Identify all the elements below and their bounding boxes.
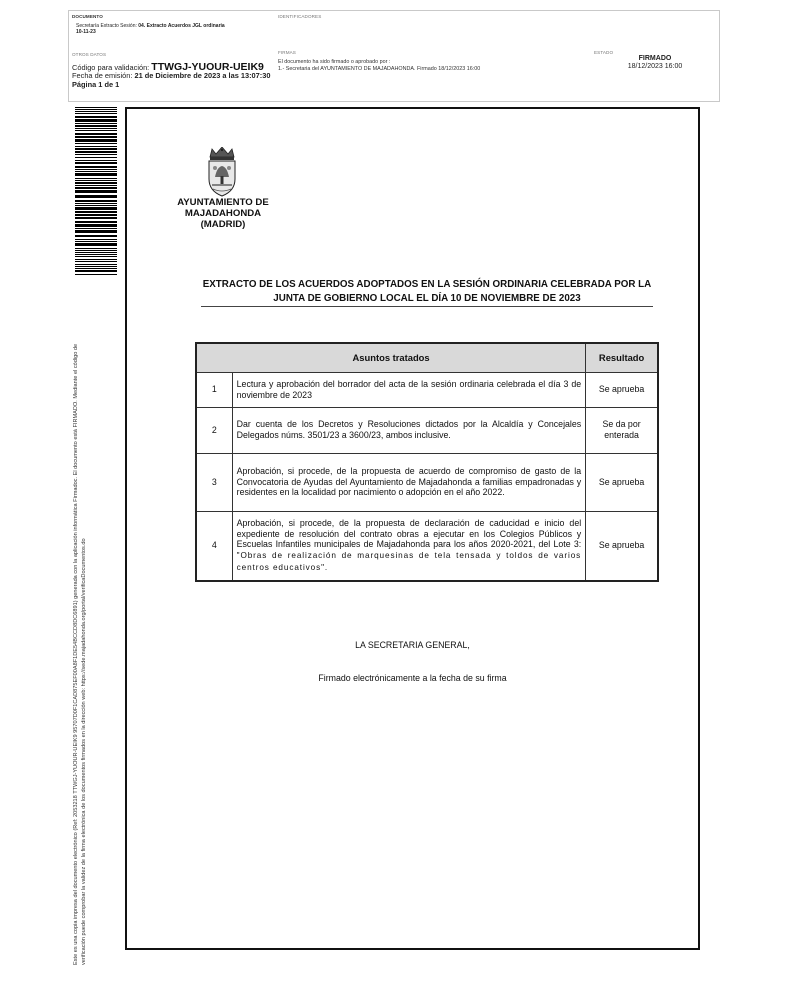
row-result: Se aprueba <box>586 453 658 511</box>
barcode-bar <box>75 235 117 237</box>
barcode-bar <box>75 190 117 193</box>
barcode-bar <box>75 217 117 219</box>
barcode-bar <box>75 185 117 186</box>
header-asuntos: Asuntos tratados <box>196 343 586 372</box>
barcode-bar <box>75 211 117 213</box>
estado-label: ESTADO <box>594 50 614 55</box>
barcode-bar <box>75 123 117 124</box>
row-number: 1 <box>196 372 232 407</box>
barcode-bar <box>75 130 117 131</box>
row-number: 3 <box>196 453 232 511</box>
barcode-bar <box>75 113 117 114</box>
identificadores-label: IDENTIFICADORES <box>278 14 322 19</box>
barcode-bar <box>75 264 117 265</box>
barcode-bar <box>75 178 117 179</box>
identificadores-cell <box>275 11 719 45</box>
documento-label: DOCUMENTO <box>72 14 103 19</box>
barcode-bar <box>75 154 117 155</box>
barcode-bar <box>75 125 117 127</box>
barcode-bar <box>75 119 117 122</box>
side-verification-text <box>72 295 88 965</box>
table-row <box>196 453 658 511</box>
barcode-bar <box>75 157 117 158</box>
barcode-bar <box>75 243 117 246</box>
row-description: Dar cuenta de los Decretos y Resoluciones dictados por la Alcaldía y Concejales Delegados núms. 3501/23 a 3600/23, ambos inclusive. <box>232 407 586 453</box>
row-result: Se aprueba <box>586 372 658 407</box>
estado-cell <box>591 45 719 101</box>
barcode-bar <box>75 180 117 181</box>
table-header-row <box>196 343 658 372</box>
row-number: 4 <box>196 511 232 581</box>
barcode-bar <box>75 254 117 255</box>
barcode-bar <box>75 116 117 118</box>
barcode-bar <box>75 268 117 269</box>
row-description: Aprobación, si procede, de la propuesta de acuerdo de compromiso de gasto de la Convocatoria de Ayudas del Ayuntamiento de Majadahonda a familias empadronadas y residentes en la localidad por nacimiento o adopción en el año 2022. <box>232 453 586 511</box>
row-description: Lectura y aprobación del borrador del acta de la sesión ordinaria celebrada el día 3 de noviembre de 2023 <box>232 372 586 407</box>
row-result: Se aprueba <box>586 511 658 581</box>
document-header <box>68 10 720 102</box>
barcode-bar <box>75 274 117 275</box>
firmas-cell <box>275 45 591 101</box>
barcode-bar <box>75 228 117 229</box>
agenda-table <box>195 342 659 582</box>
barcode-bar <box>75 133 117 135</box>
barcode-bar <box>75 139 117 142</box>
barcode-bar <box>75 214 117 216</box>
barcode-bar <box>75 160 117 161</box>
barcode-bar <box>75 259 117 260</box>
barcode-bar <box>75 241 117 242</box>
pagina-indicator: Página 1 de 1 <box>72 79 120 89</box>
barcode-bar <box>75 221 117 223</box>
document-page <box>125 107 700 950</box>
barcode-bar <box>75 173 117 176</box>
table-row <box>196 511 658 581</box>
codigo-value[interactable]: TTWGJ-YUOUR-UEIK9 <box>151 61 264 73</box>
documento-value-date: 10-11-23 <box>76 29 96 35</box>
estado-value: FIRMADO <box>638 55 672 62</box>
table-row <box>196 407 658 453</box>
codigo-validacion: Código para validación: TTWGJ-YUOUR-UEIK9 <box>72 61 264 73</box>
row-description: Aprobación, si procede, de la propuesta de declaración de caducidad e inicio del expediente de resolución del contrato obras a ejecutar en los Colegios Públicos y Escuelas Infantiles municipales de Majadahonda para los años 2020-2021, del Lote 3: "Obras de realización de marquesinas de tela tensada y toldos de varios centros educativos". <box>232 511 586 581</box>
coat-of-arms-icon <box>201 147 243 197</box>
barcode-bar <box>75 224 117 227</box>
barcode-bar <box>75 205 117 206</box>
signature-note: Firmado electrónicamente a la fecha de su firma <box>318 673 507 683</box>
firmas-line-2: 1.- Secretaria del AYUNTAMIENTO DE MAJADAHONDA. Firmado 18/12/2023 16:00 <box>278 66 481 72</box>
header-resultado: Resultado <box>586 343 658 372</box>
barcode-bar <box>75 169 117 170</box>
barcode-bar <box>75 162 117 164</box>
side-text-line-2: verificación puede comprobar la validez de la firma electrónica de los documentos firmados en la dirección web: https://sede.majadahonda.org/portal/verificaDocumentos.do <box>81 538 87 965</box>
side-text-line-1: Este es una copia impresa del documento electrónico (Ref: 2053218 TTWGJ-YUOUR-UEIK9 95707D0F1CAD875EF00A8F1DE54BCCD8DC6891) generada con la aplicación informática Firmadoc. El documento está FIRMADO. Mediante el código de <box>73 343 79 965</box>
barcode-bar <box>75 187 117 189</box>
barcode-bar <box>75 166 117 168</box>
barcode-bar <box>75 136 117 138</box>
barcode-bar <box>75 143 117 144</box>
barcode-bar <box>75 252 117 253</box>
barcode-bar <box>75 200 117 202</box>
signature-title: LA SECRETARIA GENERAL, <box>355 640 470 650</box>
barcode-bar <box>75 111 117 112</box>
otros-datos-label: OTROS DATOS <box>72 52 107 57</box>
barcode-bar <box>75 270 117 272</box>
barcode-bar <box>75 128 117 129</box>
barcode-bar <box>75 230 117 233</box>
barcode-bar <box>75 171 117 172</box>
firmas-line-1: El documento ha sido firmado o aprobado por : <box>278 59 391 65</box>
barcode-bar <box>75 239 117 240</box>
municipio-name: AYUNTAMIENTO DE MAJADAHONDA (MADRID) <box>177 197 269 230</box>
barcode-bar <box>75 261 117 262</box>
barcode-image <box>75 107 117 275</box>
barcode-bar <box>75 146 117 147</box>
fecha-value: 21 de Diciembre de 2023 a las 13:07:30 <box>134 71 271 81</box>
row-number: 2 <box>196 407 232 453</box>
barcode-bar <box>75 148 117 150</box>
otros-datos-cell <box>69 45 275 101</box>
row-description-quote: "Obras de realización de marquesinas de tela tensada y toldos de varios centros educativos". <box>236 551 582 572</box>
barcode-bar <box>75 248 117 249</box>
documento-cell <box>69 11 275 45</box>
barcode-bar <box>75 256 117 257</box>
barcode-bar <box>75 250 117 251</box>
fecha-emision: Fecha de emisión: 21 de Diciembre de 2023 a las 13:07:30 <box>72 71 271 81</box>
barcode-bar <box>75 203 117 204</box>
estado-date: 18/12/2023 16:00 <box>627 63 683 70</box>
barcode-bar <box>75 266 117 267</box>
barcode-bar <box>75 207 117 210</box>
firmas-label: FIRMAS <box>278 50 296 55</box>
table-row <box>196 372 658 407</box>
documento-value: Secretaría Extracto Sesión: 04. Extracto Acuerdos JGL ordinaria 10-11-23 <box>76 23 225 35</box>
barcode-bar <box>75 151 117 153</box>
barcode-bar <box>75 109 117 110</box>
barcode-bar <box>75 195 117 198</box>
row-result: Se da por enterada <box>586 407 658 453</box>
barcode-bar <box>75 182 117 184</box>
barcode-bar <box>75 107 117 108</box>
document-title: EXTRACTO DE LOS ACUERDOS ADOPTADOS EN LA SESIÓN ORDINARIA CELEBRADA POR LA JUNTA DE GOBIERNO LOCAL EL DÍA 10 DE NOVIEMBRE DE 2023 <box>201 278 653 307</box>
documento-value-bold: 04. Extracto Acuerdos JGL ordinaria <box>138 23 225 29</box>
